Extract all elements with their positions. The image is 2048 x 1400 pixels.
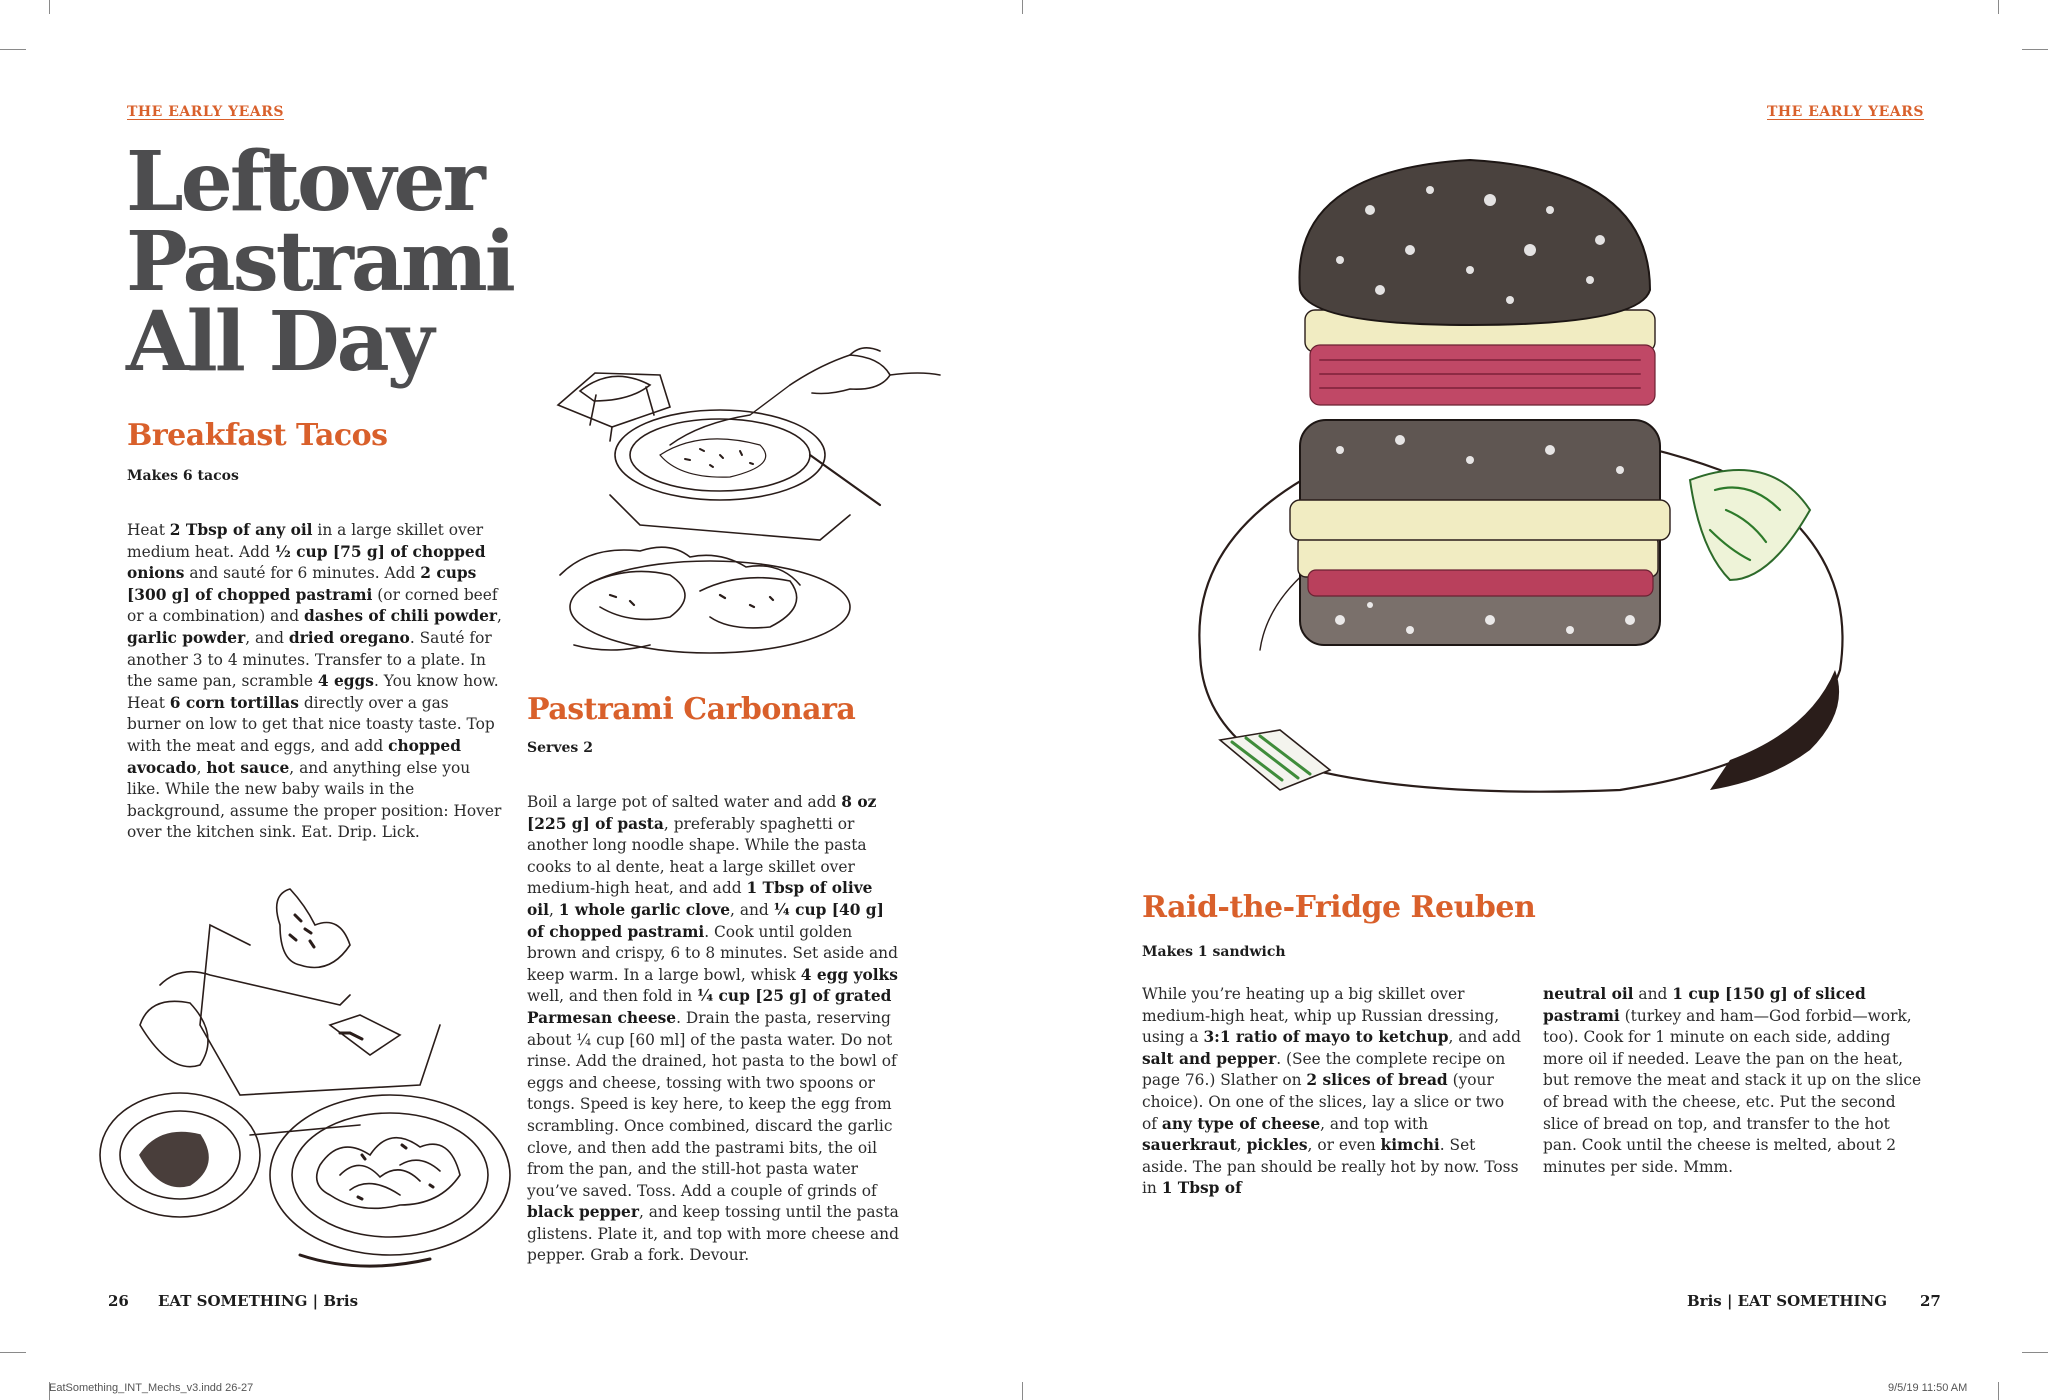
recipe-body-tacos: Heat 2 Tbsp of any oil in a large skillet over medium heat. Add ½ cup [75 g] of chopped onions and sauté for 6 minutes. Add 2 cups [300 g] of chopped pastrami (or corned beef or a combination) and dashes of chili powder, garlic powder, and dried oregano. Sauté for another 3 to 4 minutes. Transfer to a plate. In the same pan, scramble 4 eggs. You know how. Heat 6 corn tortillas directly over a gas burner on low to get that nice toasty taste. Top with the meat and eggs, and add chopped avocado, hot sauce, and anything else you like. While the new baby wails in the background, assume the proper position: Hover over the kitchen sink. Eat. Drip. Lick. — [127, 521, 502, 842]
recipe-yield-tacos: Makes 6 tacos — [127, 468, 239, 484]
pasta-bowl-illustration — [100, 885, 520, 1275]
page-number-left: 26 — [108, 1292, 129, 1310]
recipe-heading-carbonara: Pastrami Carbonara — [527, 692, 856, 727]
crop-mark — [1022, 1382, 1023, 1400]
section-label-left: THE EARLY YEARS — [127, 104, 284, 120]
crop-mark — [1022, 0, 1023, 14]
section-label-right: THE EARLY YEARS — [1767, 104, 1924, 120]
date-stamp: 9/5/19 11:50 AM — [1888, 1382, 1968, 1394]
crop-mark — [0, 1352, 26, 1353]
title-line: Leftover — [126, 134, 483, 230]
recipe-body-reuben-col1: While you’re heating up a big skillet over medium-high heat, whip up Russian dressing, using a 3:1 ratio of mayo to ketchup, and add salt and pepper. (See the complete recipe on page 76.) Slather on 2 slices of bread (your choice). On one of the slices, lay a slice or two of any type of cheese, and top with sauerkraut, pickles, or even kimchi. Set aside. The pan should be really hot by now. Toss in 1 Tbsp of — [1142, 985, 1521, 1198]
crop-mark — [1998, 0, 1999, 14]
crop-mark — [2022, 1352, 2048, 1353]
crop-mark — [49, 0, 50, 14]
title-line: Pastrami — [126, 214, 513, 310]
crop-mark — [1998, 1382, 1999, 1400]
recipe-body-carbonara: Boil a large pot of salted water and add 8 oz [225 g] of pasta, preferably spaghetti or another long noodle shape. While the pasta cooks to al dente, heat a large skillet over medium-high heat, and add 1 Tbsp of olive oil, 1 whole garlic clove, and ¼ cup [40 g] of chopped pastrami. Cook until golden brown and crispy, 6 to 8 minutes. Set aside and keep warm. In a large bowl, whisk 4 egg yolks well, and then fold in ¼ cup [25 g] of grated Parmesan cheese. Drain the pasta, reserving about ¼ cup [60 ml] of the pasta water. Do not rinse. Add the drained, hot pasta to the bowl of eggs and cheese, tossing with two spoons or tongs. Speed is key here, to keep the egg from scrambling. Once combined, discard the garlic clove, and then add the pastrami bits, the oil from the pan, and the still-hot pasta water you’ve saved. Toss. Add a couple of grinds of black pepper, and keep tossing until the pasta glistens. Plate it, and top with more cheese and pepper. Grab a fork. Devour. — [527, 793, 899, 1265]
recipe-yield-carbonara: Serves 2 — [527, 740, 593, 756]
reuben-sandwich-illustration — [1170, 150, 1870, 810]
recipe-body-reuben-col2: neutral oil and 1 cup [150 g] of sliced pastrami (turkey and ham—God forbid—work, too). Cook for 1 minute on each side, adding more oil if needed. Leave the pan on the heat, but remove the meat and stack it up on the slice of bread with the cheese, etc. Put the second slice of bread on top, and transfer to the hot pan. Cook until the cheese is melted, about 2 minutes per side. Mmm. — [1543, 985, 1922, 1176]
file-slug: EatSomething_INT_Mechs_v3.indd 26-27 — [49, 1382, 254, 1394]
crop-mark — [2022, 49, 2048, 50]
book-title-left: EAT SOMETHING | Bris — [158, 1292, 359, 1310]
skillet-taco-illustration — [550, 345, 980, 665]
title-line: All Day — [126, 294, 432, 390]
crop-mark — [0, 49, 26, 50]
recipe-heading-tacos: Breakfast Tacos — [127, 418, 388, 453]
page-number-right: 27 — [1920, 1292, 1941, 1310]
page-title — [126, 134, 513, 390]
recipe-heading-reuben: Raid-the-Fridge Reuben — [1142, 890, 1536, 925]
book-title-right: Bris | EAT SOMETHING — [1687, 1292, 1888, 1310]
recipe-yield-reuben: Makes 1 sandwich — [1142, 944, 1286, 960]
